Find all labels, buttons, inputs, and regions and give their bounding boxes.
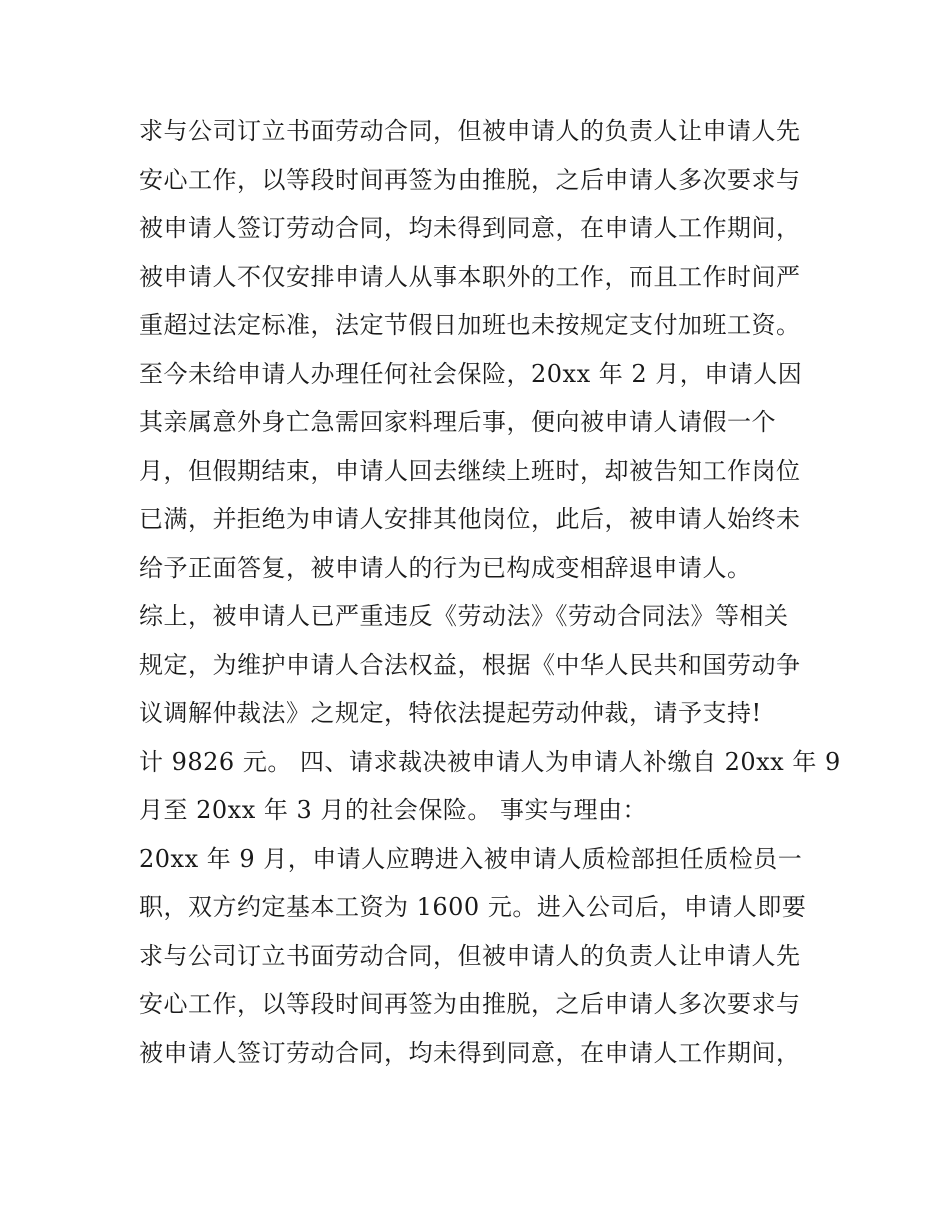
text-line: 被申请人签订劳动合同，均未得到同意，在申请人工作期间， (139, 1038, 801, 1067)
text-line: 月至 20xx 年 3 月的社会保险。 事实与理由： (139, 796, 648, 824)
text-line: 给予正面答复，被申请人的行为已构成变相辞退申请人。 (139, 553, 752, 582)
text-line: 规定，为维护申请人合法权益，根据《中华人民共和国劳动争 (139, 650, 801, 679)
text-line: 至今未给申请人办理任何社会保险，20xx 年 2 月，申请人因 (139, 359, 803, 388)
text-line: 安心工作，以等段时间再签为由推脱，之后申请人多次要求与 (139, 990, 801, 1018)
text-line: 职，双方约定基本工资为 1600 元。进入公司后，申请人即要 (139, 893, 807, 921)
text-line: 议调解仲裁法》之规定，特依法提起劳动仲裁，请予支持! (139, 699, 762, 727)
text-line: 求与公司订立书面劳动合同，但被申请人的负责人让申请人先 (139, 117, 801, 145)
text-line: 月，但假期结束，申请人回去继续上班时，却被告知工作岗位 (139, 456, 801, 485)
text-line: 被申请人签订劳动合同，均未得到同意，在申请人工作期间， (139, 214, 801, 242)
text-line: 安心工作，以等段时间再签为由推脱，之后申请人多次要求与 (139, 165, 801, 194)
text-line: 综上，被申请人已严重违反《劳动法》《劳动合同法》等相关 (139, 602, 789, 630)
text-line: 其亲属意外身亡急需回家料理后事，便向被申请人请假一个 (139, 408, 776, 436)
text-line: 重超过法定标准，法定节假日加班也未按规定支付加班工资。 (139, 311, 801, 339)
text-line: 求与公司订立书面劳动合同，但被申请人的负责人让申请人先 (139, 941, 801, 970)
text-line: 已满，并拒绝为申请人安排其他岗位，此后，被申请人始终未 (139, 505, 801, 533)
text-line: 被申请人不仅安排申请人从事本职外的工作，而且工作时间严 (139, 262, 801, 291)
text-line: 20xx 年 9 月，申请人应聘进入被申请人质检部担任质检员一 (139, 844, 803, 873)
document-body (139, 107, 841, 1077)
text-line: 计 9826 元。 四、请求裁决被申请人为申请人补缴自 20xx 年 9 (139, 747, 841, 776)
